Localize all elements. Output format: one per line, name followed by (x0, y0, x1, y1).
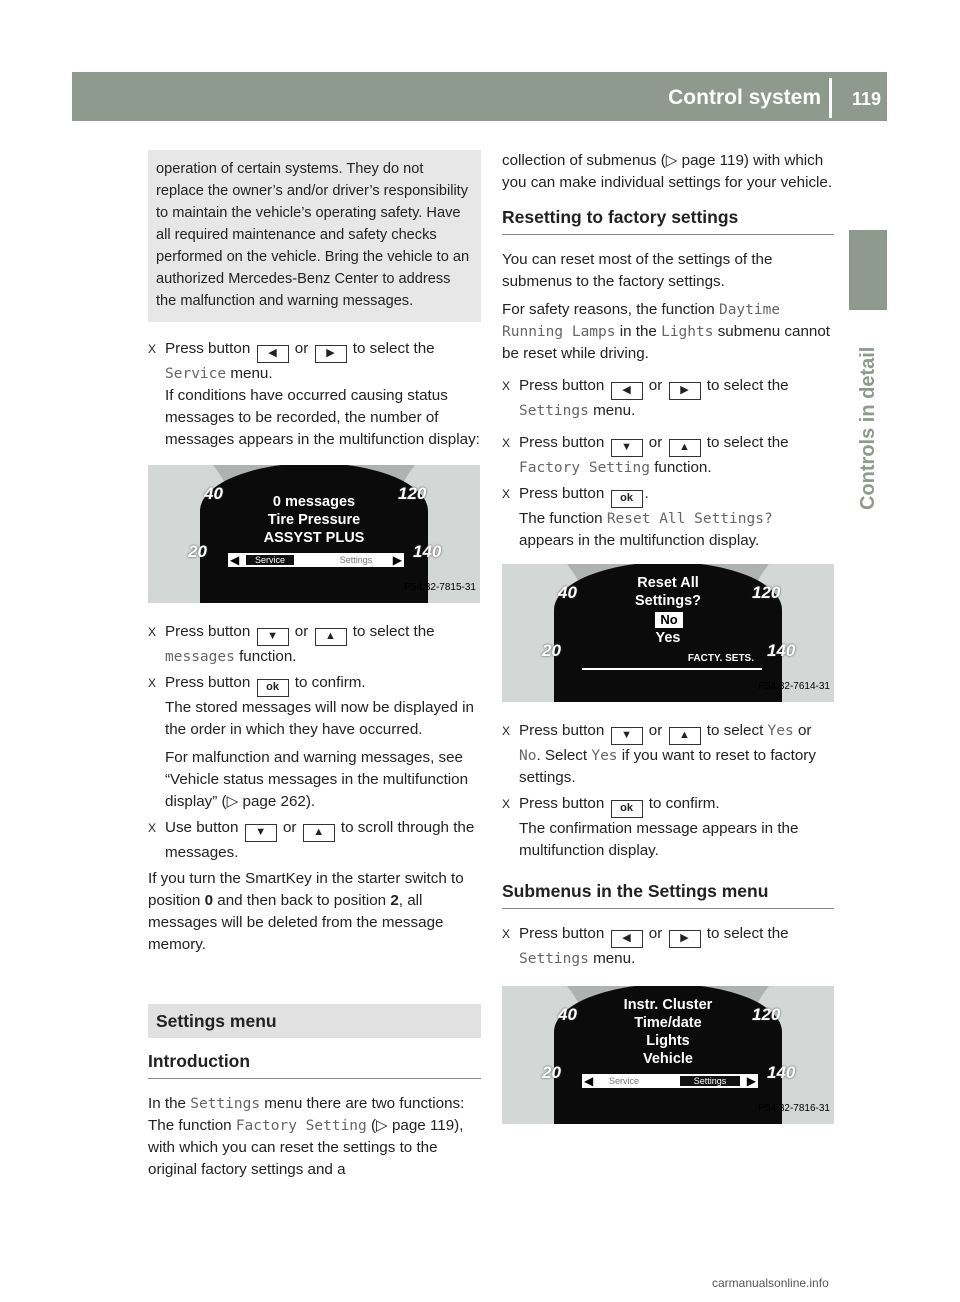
step-text: to select (706, 722, 768, 739)
step-text: or (648, 377, 663, 394)
step-detail: The stored messages will now be displayed in the order in which they have occurred. (165, 699, 474, 738)
header-divider (829, 78, 832, 118)
continued-paragraph: collection of submenus (▷ page 119) with which you can make individual settings for your vehicle. (502, 152, 833, 191)
display-caption: FACTY. SETS. (687, 653, 754, 664)
subheading-introduction: Introduction (148, 1050, 481, 1079)
step-text: Press button (519, 925, 605, 942)
display-menu-bar (228, 553, 404, 567)
step-text: function. (239, 648, 297, 665)
note-box: operation of certain systems. They do not replace the owner’s and/or driver’s responsibility to maintain the vehicle’s operating safety. Have all required maintenance and safety checks performed on the vehicle. Bring the vehicle to an authorized Mercedes-Benz Center to address the malfunction and warning messages. (148, 150, 481, 322)
step-select-yes-no (502, 720, 834, 789)
step-text: . (644, 485, 649, 502)
para-text: menu there are two functions: The function (148, 1095, 465, 1134)
figure-code: P54.32-7815-31 (404, 582, 476, 593)
left-column (148, 150, 481, 1181)
step-text: Press button (165, 623, 251, 640)
page-number: 119 (851, 89, 881, 109)
bar-right-icon: ▶ (746, 1074, 756, 1088)
display-underline (582, 668, 762, 670)
step-text: menu. (593, 950, 636, 967)
up-button-icon: ▲ (315, 628, 347, 646)
step-text: to scroll through the messages. (165, 819, 475, 861)
step-text: Press button (519, 722, 605, 739)
multifunction-display (554, 986, 782, 1124)
step-text: to select the (706, 377, 789, 394)
step-text: The function (519, 510, 607, 527)
side-label-text: Controls in detail (857, 346, 879, 510)
figure-code: P54.32-7816-31 (758, 1103, 830, 1114)
display-line: Tire Pressure (267, 512, 361, 528)
dial-number: 120 (752, 583, 781, 602)
menu-name: Settings (519, 951, 589, 967)
step-select-settings-2 (502, 923, 834, 970)
tab-service: Service (246, 555, 294, 565)
step-text: or (282, 819, 297, 836)
para-text: If you turn the SmartKey in the starter switch to position (148, 870, 464, 909)
left-button-icon: ◀ (611, 382, 643, 400)
dial-number: 40 (204, 484, 223, 503)
step-detail: The confirmation message appears in the multifunction display. (519, 820, 799, 859)
heading-submenus: Submenus in the Settings menu (502, 880, 834, 909)
step-text: function. (654, 459, 712, 476)
down-button-icon: ▼ (257, 628, 289, 646)
right-button-icon: ▶ (669, 382, 701, 400)
step-text: . Select (536, 747, 592, 764)
dial-number: 120 (752, 1005, 781, 1024)
display-line: ASSYST PLUS (263, 530, 365, 546)
tab-service: Service (600, 1076, 648, 1086)
cluster-figure-settings (502, 986, 834, 1124)
menu-name: Settings (190, 1096, 261, 1112)
safety-paragraph (502, 299, 834, 365)
step-text: to select the (706, 434, 789, 451)
step-select-settings (502, 375, 834, 422)
dial-number: 140 (767, 1063, 796, 1082)
step-text: if you want to reset to factory settings. (519, 747, 816, 786)
step-text: Press button (519, 377, 605, 394)
option-no-selected: No (655, 612, 683, 628)
step-arrow-icon: X (148, 625, 157, 639)
dial-number: 20 (188, 542, 207, 561)
step-text: or (648, 722, 663, 739)
dial-number: 40 (558, 583, 577, 602)
step-confirm (148, 672, 481, 813)
para-text: In the (148, 1095, 191, 1112)
step-text: or (648, 434, 663, 451)
option-name: Yes (767, 723, 794, 739)
page-title: Control system (668, 86, 821, 109)
display-line: Lights (646, 1033, 690, 1049)
position-number: 2 (390, 892, 399, 909)
smartkey-paragraph (148, 868, 481, 956)
down-button-icon: ▼ (611, 727, 643, 745)
display-line: Instr. Cluster (623, 997, 713, 1013)
function-name: Factory Setting (519, 460, 650, 476)
step-arrow-icon: X (502, 487, 511, 501)
up-button-icon: ▲ (669, 727, 701, 745)
up-button-icon: ▲ (303, 824, 335, 842)
tab-settings: Settings (339, 555, 373, 565)
menu-name: Settings (519, 403, 589, 419)
step-text: or (793, 722, 812, 739)
ok-button-icon: ok (257, 679, 289, 697)
display-line: 0 messages (272, 494, 356, 510)
reset-paragraph: You can reset most of the settings of the submenus to the factory settings. (502, 251, 773, 290)
step-text: or (294, 623, 309, 640)
step-arrow-icon: X (148, 342, 157, 356)
heading-resetting: Resetting to factory settings (502, 206, 834, 235)
display-line: Settings? (634, 593, 702, 609)
para-text: For safety reasons, the function (502, 301, 719, 318)
step-arrow-icon: X (502, 724, 511, 738)
menu-name: Lights (661, 324, 714, 340)
bar-left-icon: ◀ (230, 553, 240, 567)
right-column (502, 150, 834, 1124)
footer-watermark: carmanualsonline.info (712, 1276, 829, 1290)
step-text: to confirm. (648, 795, 720, 812)
function-name: messages (165, 649, 235, 665)
step-confirm-reset (502, 793, 834, 862)
ok-button-icon: ok (611, 800, 643, 818)
step-text: or (648, 925, 663, 942)
step-arrow-icon: X (502, 436, 511, 450)
dial-number: 140 (413, 542, 442, 561)
step-select-factory (502, 432, 834, 479)
down-button-icon: ▼ (611, 439, 643, 457)
position-number: 0 (204, 892, 214, 909)
dial-number: 20 (542, 641, 561, 660)
function-name: Factory Setting (235, 1118, 367, 1134)
step-text: Press button (519, 434, 605, 451)
figure-code: P54.32-7614-31 (758, 681, 830, 692)
bar-right-icon: ▶ (392, 553, 402, 567)
right-button-icon: ▶ (669, 930, 701, 948)
side-tab (849, 230, 887, 310)
side-label (849, 312, 887, 712)
step-text: Press button (519, 485, 605, 502)
display-line: Time/date (634, 1015, 702, 1031)
header-bar (72, 72, 887, 121)
function-name: Reset All Settings? (606, 511, 773, 527)
step-detail: For malfunction and warning messages, see “Vehicle status messages in the multifunction display” (▷ page 262). (165, 749, 469, 810)
para-text: , all messages will be deleted from the message memory. (148, 892, 444, 953)
function-name: Daytime Running Lamps (502, 302, 781, 340)
step-text: Press button (165, 340, 251, 357)
left-button-icon: ◀ (257, 345, 289, 363)
step-arrow-icon: X (502, 797, 511, 811)
dial-number: 20 (542, 1063, 561, 1082)
dial-number: 140 (767, 641, 796, 660)
step-scroll (148, 817, 481, 864)
step-press-ok (502, 483, 834, 552)
display-line: Vehicle (643, 1051, 693, 1067)
step-arrow-icon: X (148, 821, 157, 835)
step-arrow-icon: X (148, 676, 157, 690)
step-arrow-icon: X (502, 379, 511, 393)
step-arrow-icon: X (502, 927, 511, 941)
step-text: Use button (165, 819, 239, 836)
bar-left-icon: ◀ (584, 1074, 594, 1088)
step-text: to confirm. (294, 674, 366, 691)
option-yes: Yes (655, 630, 681, 646)
step-text: to select the (352, 340, 435, 357)
ok-button-icon: ok (611, 490, 643, 508)
step-detail: If conditions have occurred causing status messages to be recorded, the number of messages appears in the multifunction display: (165, 387, 480, 448)
multifunction-display (200, 465, 428, 603)
display-line: Reset All (637, 575, 699, 591)
option-name: No (519, 748, 537, 764)
cluster-figure-service (148, 465, 480, 603)
dial-number: 120 (398, 484, 427, 503)
tab-settings: Settings (680, 1076, 740, 1086)
step-text: or (294, 340, 309, 357)
step-text: to select the (706, 925, 789, 942)
step-text: Press button (519, 795, 605, 812)
option-name: Yes (591, 748, 618, 764)
para-text: (▷ page 119), with which you can reset the settings to the original factory settings and a (148, 1117, 464, 1178)
para-text: submenu cannot be reset while driving. (502, 323, 831, 362)
section-heading-settings: Settings menu (148, 1004, 481, 1038)
para-text: and then back to position (213, 892, 391, 909)
up-button-icon: ▲ (669, 439, 701, 457)
step-select-service (148, 338, 481, 451)
intro-paragraph (148, 1093, 481, 1181)
step-text: to select the (352, 623, 435, 640)
step-select-messages (148, 621, 481, 668)
step-text: Press button (165, 674, 251, 691)
step-text: menu. (593, 402, 636, 419)
right-button-icon: ▶ (315, 345, 347, 363)
step-text: menu. (230, 365, 273, 382)
down-button-icon: ▼ (245, 824, 277, 842)
cluster-figure-reset (502, 564, 834, 702)
dial-number: 40 (558, 1005, 577, 1024)
para-text: in the (615, 323, 662, 340)
multifunction-display (554, 564, 782, 702)
display-menu-bar (582, 1074, 758, 1088)
left-button-icon: ◀ (611, 930, 643, 948)
step-text: appears in the multifunction display. (519, 532, 760, 549)
menu-name: Service (165, 366, 227, 382)
